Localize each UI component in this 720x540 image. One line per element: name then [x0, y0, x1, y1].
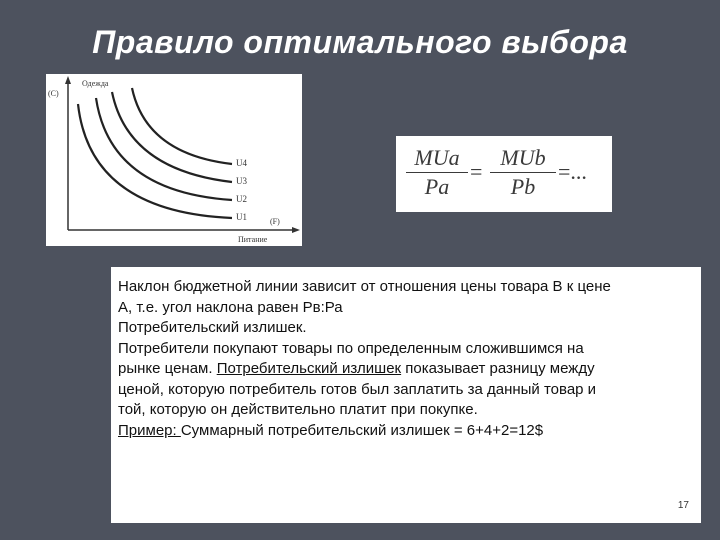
equals-sign-2: =...	[558, 159, 587, 184]
curve-u3	[112, 92, 232, 182]
curve-label-u2: U2	[236, 194, 247, 204]
consumer-surplus-paragraph	[118, 339, 618, 421]
chart-svg	[46, 74, 302, 246]
text-body	[118, 277, 618, 441]
fraction-a	[406, 146, 468, 199]
paragraph-part-2: показывает разницу между ценой, которую потребитель готов был заплатить за данный товар и той, которую он действительно платит при покупке.	[118, 360, 597, 418]
fraction-b	[490, 146, 556, 199]
y-axis-arrow-icon	[65, 76, 71, 84]
consumer-surplus-term: Потребительский излишек	[216, 360, 402, 377]
curve-label-u4: U4	[236, 158, 247, 168]
y-axis-symbol: (С)	[48, 89, 59, 98]
y-axis-label: Одежда	[82, 79, 109, 88]
fraction-b-bar	[490, 172, 556, 173]
fraction-a-bar	[406, 172, 468, 173]
x-axis-symbol: (F)	[270, 217, 280, 226]
page-number: 17	[677, 500, 689, 511]
consumer-surplus-heading: Потребительский излишек.	[118, 319, 307, 336]
indifference-curves-chart	[46, 74, 302, 246]
example-paragraph	[118, 421, 618, 442]
paragraph-part-1: Потребители покупают товары по определенным сложившимся на рынке ценам.	[118, 339, 584, 377]
fraction-a-denominator: Pa	[424, 174, 450, 199]
fraction-a-numerator: MUa	[414, 145, 460, 170]
curve-u4	[132, 88, 232, 164]
text-panel	[111, 267, 701, 523]
curve-u2	[96, 98, 232, 200]
budget-line-paragraph: Наклон бюджетной линии зависит от отношения цены товара В к цене А, т.е. угол наклона равен Рв:Ра	[118, 278, 611, 316]
fraction-b-denominator: Pb	[510, 174, 536, 199]
curve-label-u1: U1	[236, 212, 247, 222]
example-label: Пример:	[118, 421, 181, 439]
x-axis-arrow-icon	[292, 227, 300, 233]
example-text: Суммарный потребительский излишек = 6+4+2=12$	[180, 421, 544, 439]
curve-label-u3: U3	[236, 176, 247, 186]
equals-sign-1: =	[470, 159, 483, 184]
slide-title: Правило оптимального выбора	[92, 24, 628, 60]
x-axis-label: Питание	[238, 235, 268, 244]
fraction-b-numerator: MUb	[500, 145, 546, 170]
optimal-choice-formula	[396, 136, 612, 212]
